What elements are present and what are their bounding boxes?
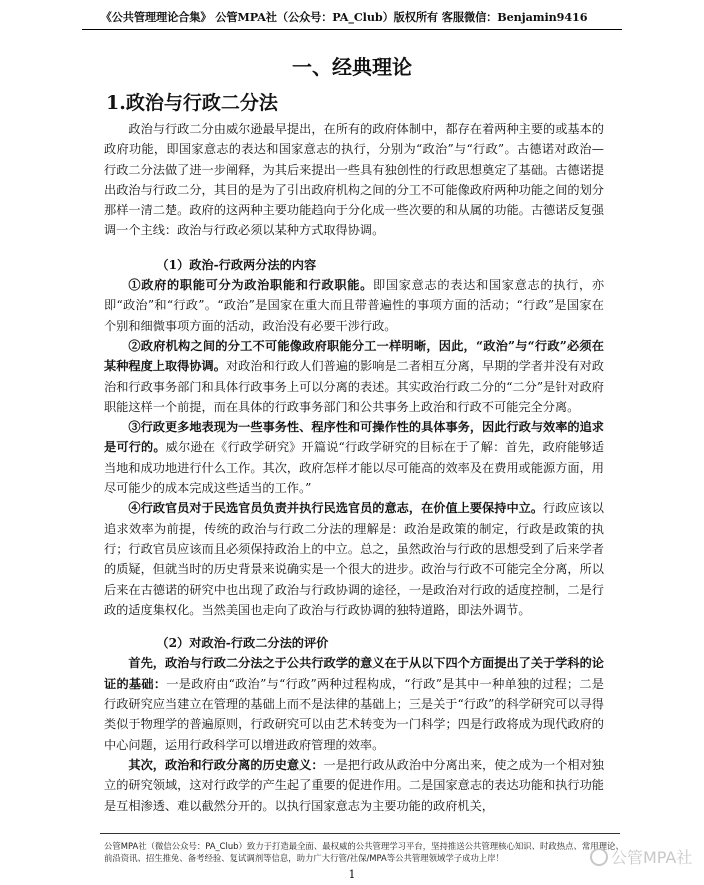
body-content (104, 119, 604, 816)
paragraph (104, 417, 604, 498)
page-header: 《公共管理理论合集》 公管MPA社（公众号：PA_Club）版权所有 客服微信：Benjamin9416 (100, 10, 588, 24)
paragraph-text: 一是政府由“政治”与“行政”两种过程构成，“行政”是其中一种单独的过程；二是行政研究应当建立在管理的基础上而不是法律的基础上；三是关于“行政”的科学研究可以寻得类似于物理学的普遍原则，行政研究可以由艺术转变为一门科学；四是行政将成为现代政府的中心问题，运用行政科学可以增进政府管理的效率。 (104, 676, 604, 752)
paragraph-lead: ①政府的职能可分为政治职能和行政职能。 (128, 278, 373, 293)
intro-paragraph: 政治与行政二分由威尔逊最早提出，在所有的政府体制中，都存在着两种主要的或基本的政府功能，即国家意志的表达和国家意志的执行，分别为“政治”与“行政”。古德诺对政治—行政二分法做了进一步阐释，为其后来提出一些具有独创性的行政思想奠定了基础。古德诺提出政治与行政二分，其目的是为了引出政府机构之间的分工不可能像政府两种功能之间的划分那样一清二楚。政府的这两种主要功能趋向于分化成一些次要的和从属的功能。古德诺反复强调一个主线：政治与行政必须以某种方式取得协调。 (104, 122, 604, 238)
paragraph (104, 755, 604, 816)
chapter-title: 一、经典理论 (292, 55, 412, 79)
footer-rule (100, 833, 620, 834)
watermark-text: 公管MPA社 (611, 848, 693, 867)
header-rule (82, 29, 622, 30)
paragraph-text: 威尔逊在《行政学研究》开篇说“行政学研究的目标在于了解：首先，政府能够适当地和成功地进行什么工作。其次，政府怎样才能以尽可能高的效率及在费用或能源方面，用尽可能少的成本完成这些适当的工作。” (104, 440, 605, 496)
paragraph-text: 行政应该以追求效率为前提，传统的政治与行政二分法的理解是：政治是政策的制定，行政是政策的执行；行政官员应该而且必须保持政治上的中立。总之，虽然政治与行政的思想受到了后来学者的质疑，但就当时的历史背景来说确实是一个很大的进步。政治与行政不可能完全分离，所以后来在古德诺的研究中也出现了政治与行政协调的途径，一是政治对行政的适度控制，二是行政的适度集权化。当然美国也走向了政治与行政协调的独特道路，即法外调节。 (104, 501, 604, 617)
paragraph-lead: ②政府机构之间的分工不可能像政府职能分工一样明晰，因此，“政治”与“行政”必须在某种程度上取得协调。 (104, 338, 604, 374)
page-number: 1 (348, 868, 356, 881)
wechat-icon (590, 848, 608, 866)
subsection-1-title: （1）政治-行政两分法的内容 (156, 257, 317, 272)
subsection-2-title: （2）对政治-行政二分法的评价 (156, 636, 329, 651)
paragraph-lead: ④行政官员对于民选官员负责并执行民选官员的意志，在价值上要保持中立。 (128, 501, 544, 516)
paragraph-lead: ③行政更多地表现为一些事务性、程序性和可操作性的具体事务，因此行政与效率的追求是可行的。 (104, 420, 604, 455)
paragraph-text: 即国家意志的表达和国家意志的执行，亦即“政治”和“行政”。“政治”是国家在重大而且带普遍性的事项方面的活动；“行政”是国家在个别和细微事项方面的活动，政治没有必要干涉行政。 (104, 278, 605, 333)
paragraph (104, 336, 604, 417)
watermark (590, 845, 692, 868)
paragraph-lead: 首先，政治与行政二分法之于公共行政学的意义在于从以下四个方面提出了关于学科的论证的基础： (104, 656, 604, 691)
paragraph-text: 对政治和行政人们普遍的影响是二者相互分离，早期的学者并没有对政治和行政事务部门和具体行政事务上可以分离的表述。其实政治行政二分的“二分”是针对政府职能这样一个前提，而在具体的行政事务部门和公共事务上政治和行政不可能完全分离。 (104, 359, 604, 414)
paragraph (104, 275, 604, 336)
paragraph-lead: 其次，政治和行政分离的历史意义： (128, 757, 324, 772)
paragraph (104, 653, 604, 754)
paragraph (104, 498, 604, 620)
page-footer: 公管MPA社（微信公众号：PA_Club）致力于打造最全面、最权威的公共管理学习平台，坚持推送公共管理核心知识、时政热点、常用理论、前沿资讯、招生推免、备考经验、复试调剂等信息，助力广大行管/社保/MPA等公共管理领域学子成功上岸！ (104, 841, 624, 863)
paragraph-text: 一是把行政从政治中分离出来，使之成为一个相对独立的研究领域，这对行政学的产生起了重要的促进作用。二是国家意志的表达功能和执行功能是互相渗透、难以截然分开的。以执行国家意志为主要功能的政府机关， (104, 757, 604, 813)
section-title: 1.政治与行政二分法 (106, 92, 278, 114)
